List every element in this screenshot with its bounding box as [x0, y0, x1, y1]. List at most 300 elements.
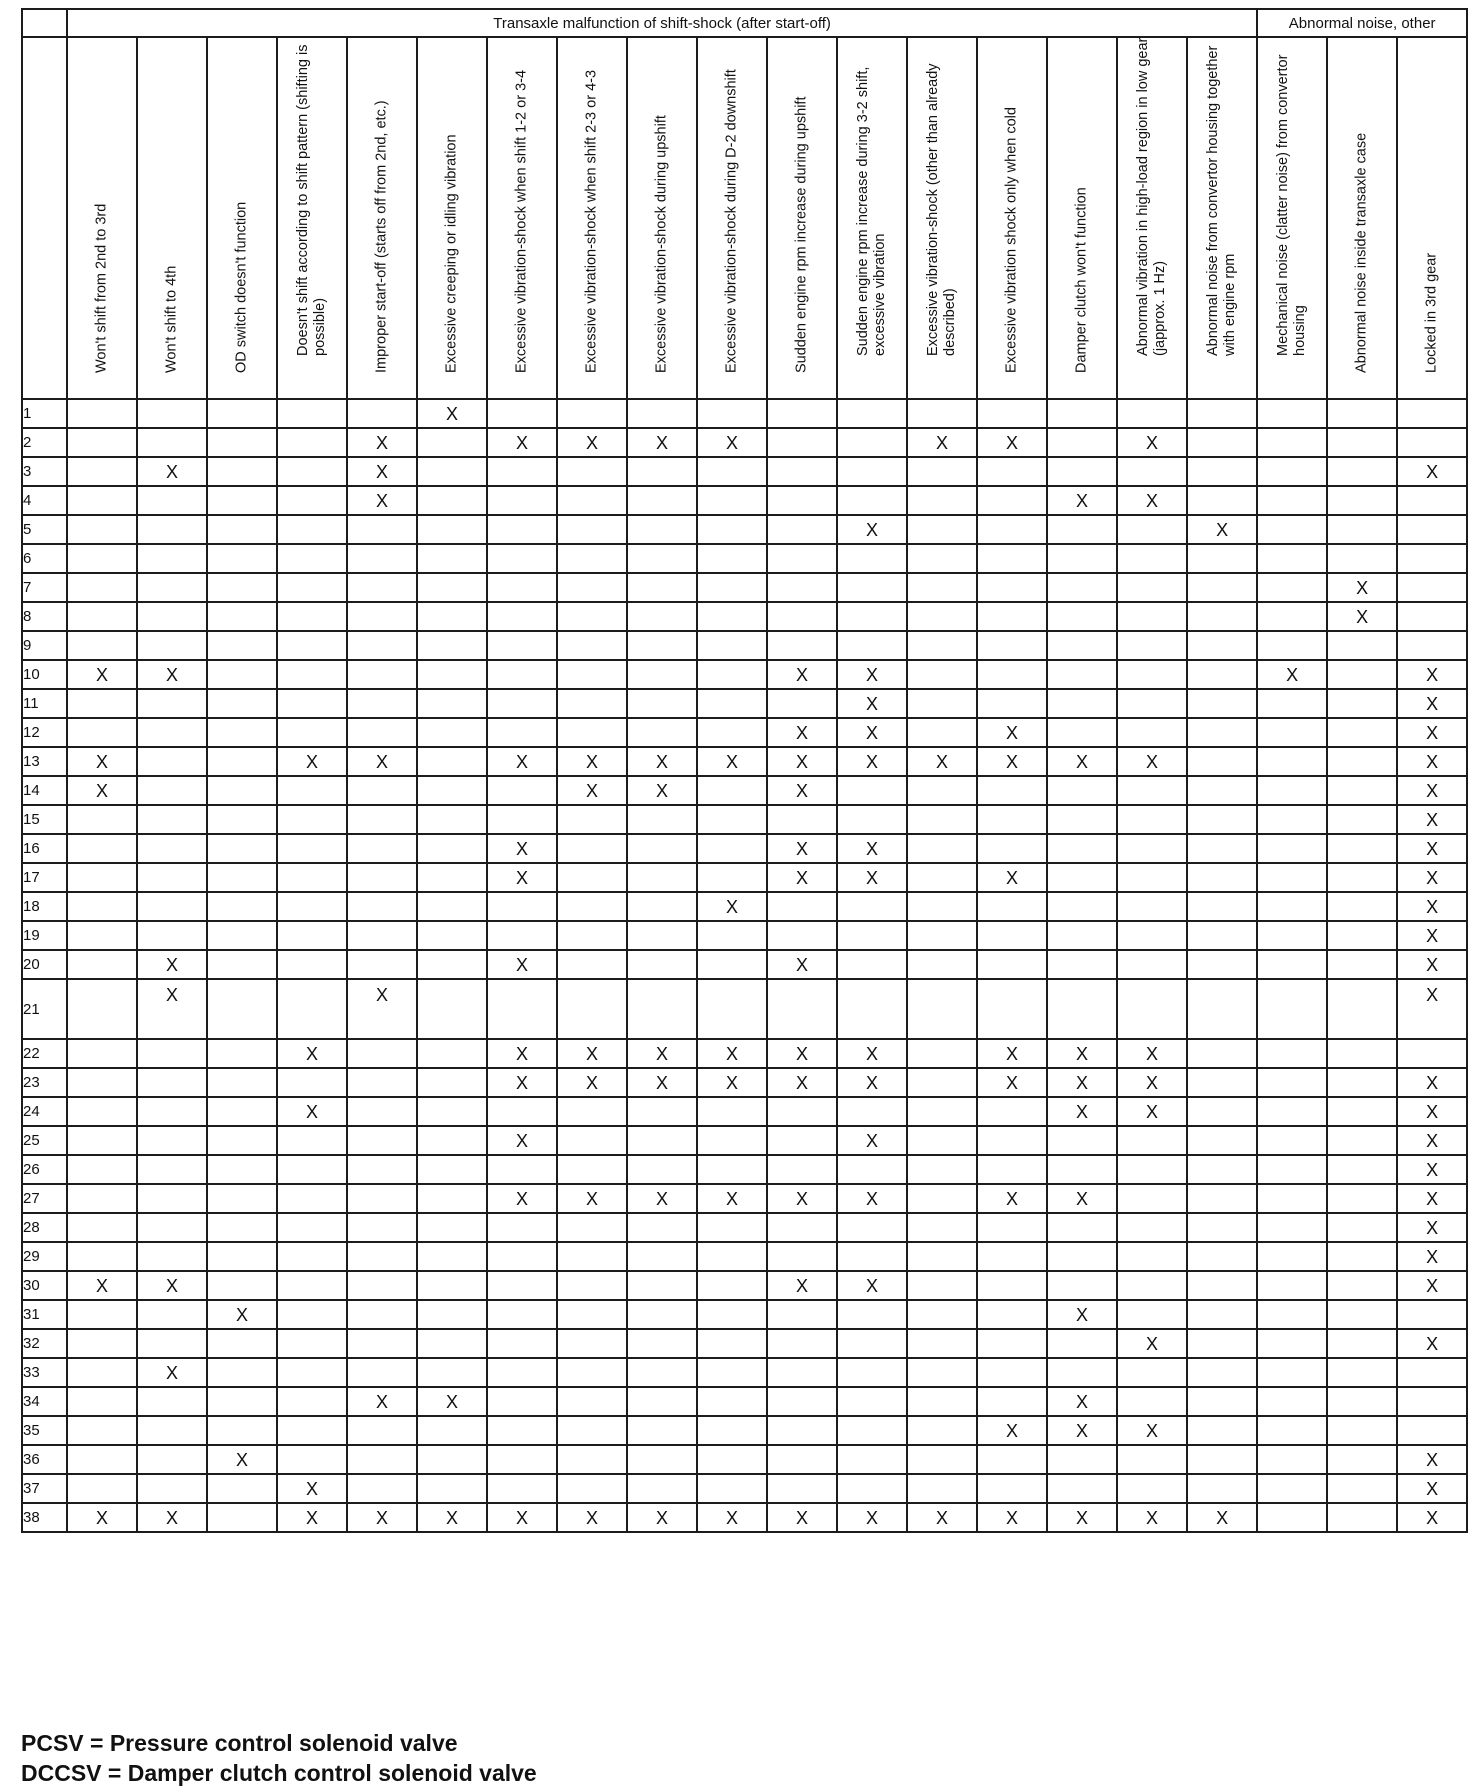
group-header-transaxle: Transaxle malfunction of shift-shock (after start-off) — [67, 9, 1257, 37]
table-cell — [1257, 1300, 1327, 1329]
table-cell — [1187, 921, 1257, 950]
table-cell — [1327, 1271, 1397, 1300]
table-cell — [1187, 863, 1257, 892]
table-cell — [627, 573, 697, 602]
table-cell — [207, 1474, 277, 1503]
row-number: 20 — [22, 950, 67, 979]
table-cell — [67, 1329, 137, 1358]
table-cell — [977, 1358, 1047, 1387]
table-cell — [347, 1097, 417, 1126]
table-cell — [347, 631, 417, 660]
table-cell: X — [207, 1445, 277, 1474]
table-cell: X — [487, 950, 557, 979]
table-cell — [207, 689, 277, 718]
table-cell — [487, 1097, 557, 1126]
column-header — [417, 37, 487, 399]
table-cell — [277, 602, 347, 631]
table-cell — [557, 1358, 627, 1387]
table-cell: X — [347, 428, 417, 457]
column-header — [767, 37, 837, 399]
table-cell — [207, 1213, 277, 1242]
table-cell — [977, 1126, 1047, 1155]
table-cell: X — [977, 863, 1047, 892]
table-cell — [1117, 1155, 1187, 1184]
table-row — [22, 428, 1467, 457]
table-cell — [697, 776, 767, 805]
column-header — [837, 37, 907, 399]
table-cell: X — [767, 834, 837, 863]
table-cell — [907, 631, 977, 660]
table-cell — [907, 921, 977, 950]
table-cell — [837, 631, 907, 660]
column-header-label: Excessive vibration shock only when cold — [1003, 107, 1020, 373]
column-header-label: Damper clutch won't function — [1073, 187, 1090, 373]
table-cell — [417, 631, 487, 660]
table-cell — [627, 1329, 697, 1358]
table-cell — [277, 544, 347, 573]
table-cell — [207, 805, 277, 834]
table-cell — [417, 428, 487, 457]
table-cell: X — [1397, 979, 1467, 1039]
table-cell — [1257, 979, 1327, 1039]
table-cell — [487, 573, 557, 602]
table-cell: X — [487, 1126, 557, 1155]
table-cell — [347, 660, 417, 689]
table-row — [22, 776, 1467, 805]
table-cell — [1117, 718, 1187, 747]
table-cell: X — [837, 834, 907, 863]
table-cell — [557, 921, 627, 950]
table-cell — [977, 950, 1047, 979]
table-cell — [557, 660, 627, 689]
table-cell: X — [1397, 921, 1467, 950]
table-cell — [277, 1068, 347, 1097]
row-number: 6 — [22, 544, 67, 573]
table-cell — [207, 1126, 277, 1155]
table-cell — [417, 1416, 487, 1445]
table-cell — [837, 1242, 907, 1271]
table-cell — [907, 1329, 977, 1358]
table-cell — [907, 399, 977, 428]
table-cell — [487, 1242, 557, 1271]
table-cell — [627, 892, 697, 921]
table-cell: X — [1397, 776, 1467, 805]
table-cell — [1257, 1271, 1327, 1300]
table-cell: X — [627, 1503, 697, 1532]
table-cell — [417, 544, 487, 573]
table-cell — [1327, 979, 1397, 1039]
row-number: 10 — [22, 660, 67, 689]
table-row — [22, 457, 1467, 486]
table-cell — [417, 1358, 487, 1387]
table-cell — [67, 1242, 137, 1271]
table-cell — [1327, 1184, 1397, 1213]
table-cell — [837, 486, 907, 515]
table-cell — [767, 1416, 837, 1445]
table-cell — [1327, 1155, 1397, 1184]
table-cell — [1187, 1213, 1257, 1242]
table-cell — [557, 602, 627, 631]
table-cell — [627, 1416, 697, 1445]
table-cell — [697, 1416, 767, 1445]
row-number: 19 — [22, 921, 67, 950]
table-cell: X — [1187, 1503, 1257, 1532]
table-cell: X — [767, 1184, 837, 1213]
table-cell — [487, 457, 557, 486]
table-cell: X — [767, 747, 837, 776]
table-cell — [1327, 457, 1397, 486]
table-cell: X — [487, 863, 557, 892]
table-cell — [1117, 660, 1187, 689]
table-cell — [277, 1184, 347, 1213]
table-cell: X — [837, 1039, 907, 1068]
table-row — [22, 805, 1467, 834]
table-cell — [977, 1445, 1047, 1474]
table-cell: X — [487, 834, 557, 863]
table-cell — [1117, 544, 1187, 573]
table-cell — [767, 457, 837, 486]
table-cell: X — [1327, 573, 1397, 602]
table-cell — [277, 950, 347, 979]
table-cell — [1117, 834, 1187, 863]
table-cell: X — [417, 1387, 487, 1416]
table-cell — [1257, 921, 1327, 950]
table-cell — [417, 689, 487, 718]
table-cell — [1257, 457, 1327, 486]
table-cell: X — [487, 428, 557, 457]
table-cell — [627, 399, 697, 428]
column-header — [137, 37, 207, 399]
table-cell — [67, 1474, 137, 1503]
table-row — [22, 573, 1467, 602]
table-cell: X — [1047, 1184, 1117, 1213]
table-cell — [1257, 776, 1327, 805]
table-row — [22, 1155, 1467, 1184]
table-cell — [487, 979, 557, 1039]
table-cell — [1257, 573, 1327, 602]
row-number: 31 — [22, 1300, 67, 1329]
table-cell: X — [1047, 1416, 1117, 1445]
table-cell — [907, 1155, 977, 1184]
table-cell — [837, 428, 907, 457]
table-cell — [697, 602, 767, 631]
table-cell: X — [1117, 1416, 1187, 1445]
row-number: 3 — [22, 457, 67, 486]
table-cell — [137, 428, 207, 457]
table-cell: X — [487, 1184, 557, 1213]
table-cell — [347, 1126, 417, 1155]
table-cell — [1047, 805, 1117, 834]
table-cell — [977, 631, 1047, 660]
table-cell — [207, 1503, 277, 1532]
table-cell — [627, 1097, 697, 1126]
table-cell — [977, 1387, 1047, 1416]
table-cell — [627, 486, 697, 515]
table-cell — [627, 921, 697, 950]
table-cell — [1187, 1242, 1257, 1271]
table-cell — [1047, 399, 1117, 428]
table-cell — [277, 1300, 347, 1329]
table-cell — [1257, 1184, 1327, 1213]
table-cell: X — [1397, 1213, 1467, 1242]
table-cell — [557, 486, 627, 515]
table-cell — [1327, 1387, 1397, 1416]
table-cell — [697, 1126, 767, 1155]
table-cell — [207, 1271, 277, 1300]
table-cell — [697, 1300, 767, 1329]
table-cell — [277, 921, 347, 950]
table-cell: X — [347, 457, 417, 486]
table-cell — [627, 1474, 697, 1503]
table-cell — [347, 573, 417, 602]
table-cell — [137, 1097, 207, 1126]
table-cell — [347, 1271, 417, 1300]
table-cell — [1187, 1155, 1257, 1184]
table-cell — [67, 1039, 137, 1068]
table-cell — [1047, 631, 1117, 660]
table-cell — [1397, 515, 1467, 544]
table-cell: X — [627, 1039, 697, 1068]
row-number: 38 — [22, 1503, 67, 1532]
table-cell: X — [767, 1271, 837, 1300]
table-cell — [1257, 1097, 1327, 1126]
table-cell — [697, 1271, 767, 1300]
table-cell: X — [697, 747, 767, 776]
row-number: 15 — [22, 805, 67, 834]
table-cell — [1117, 573, 1187, 602]
table-cell — [1047, 1213, 1117, 1242]
table-cell — [1327, 631, 1397, 660]
table-cell — [767, 1358, 837, 1387]
table-cell: X — [1397, 1474, 1467, 1503]
table-cell — [417, 950, 487, 979]
column-header — [207, 37, 277, 399]
table-cell: X — [557, 776, 627, 805]
column-header-label: OD switch doesn't function — [233, 201, 250, 373]
column-header — [697, 37, 767, 399]
table-cell — [277, 486, 347, 515]
table-cell: X — [557, 1039, 627, 1068]
table-cell — [1187, 950, 1257, 979]
table-cell: X — [557, 428, 627, 457]
table-cell — [1327, 1358, 1397, 1387]
table-cell — [837, 1213, 907, 1242]
table-cell: X — [977, 1068, 1047, 1097]
table-row — [22, 1039, 1467, 1068]
table-cell — [837, 1300, 907, 1329]
table-cell — [67, 631, 137, 660]
table-cell — [1187, 457, 1257, 486]
table-cell — [1117, 1445, 1187, 1474]
table-cell — [837, 573, 907, 602]
table-cell — [1327, 1300, 1397, 1329]
table-cell: X — [1047, 1039, 1117, 1068]
table-cell — [347, 1242, 417, 1271]
table-cell — [977, 399, 1047, 428]
table-cell — [1047, 1329, 1117, 1358]
table-cell — [417, 457, 487, 486]
table-cell — [557, 1387, 627, 1416]
table-cell — [1117, 1300, 1187, 1329]
table-cell — [1257, 1213, 1327, 1242]
corner-cell — [22, 9, 67, 37]
table-cell — [767, 689, 837, 718]
table-cell — [557, 1474, 627, 1503]
table-row — [22, 1358, 1467, 1387]
table-cell — [207, 1329, 277, 1358]
table-cell: X — [837, 747, 907, 776]
table-cell — [347, 1213, 417, 1242]
table-cell: X — [837, 515, 907, 544]
table-row — [22, 921, 1467, 950]
table-cell: X — [417, 1503, 487, 1532]
row-number: 32 — [22, 1329, 67, 1358]
table-cell: X — [837, 1271, 907, 1300]
table-cell: X — [837, 718, 907, 747]
table-cell — [627, 1126, 697, 1155]
table-cell — [417, 892, 487, 921]
table-cell: X — [1397, 1445, 1467, 1474]
table-cell — [1047, 1358, 1117, 1387]
table-cell — [207, 747, 277, 776]
table-cell — [977, 892, 1047, 921]
table-row — [22, 1097, 1467, 1126]
table-cell — [1047, 834, 1117, 863]
table-cell — [977, 979, 1047, 1039]
column-header-label: Excessive vibration-shock when shift 1-2 or 3-4 — [513, 69, 530, 373]
table-cell: X — [1047, 486, 1117, 515]
table-cell — [907, 573, 977, 602]
table-cell — [347, 602, 417, 631]
column-header-label: Excessive vibration-shock when shift 2-3 or 4-3 — [583, 69, 600, 373]
table-cell — [1257, 1329, 1327, 1358]
table-cell: X — [1397, 805, 1467, 834]
table-cell — [627, 1300, 697, 1329]
table-cell — [1047, 602, 1117, 631]
table-cell — [487, 892, 557, 921]
table-cell — [697, 1213, 767, 1242]
row-number: 21 — [22, 979, 67, 1039]
table-cell — [417, 486, 487, 515]
table-cell — [557, 863, 627, 892]
table-cell — [837, 457, 907, 486]
table-cell: X — [767, 776, 837, 805]
table-cell — [557, 834, 627, 863]
table-cell — [907, 950, 977, 979]
table-cell — [277, 1271, 347, 1300]
table-cell — [417, 1039, 487, 1068]
table-cell: X — [137, 979, 207, 1039]
table-cell: X — [627, 747, 697, 776]
table-cell — [837, 1329, 907, 1358]
table-cell — [627, 515, 697, 544]
table-cell — [417, 979, 487, 1039]
column-header — [1397, 37, 1467, 399]
table-cell — [277, 399, 347, 428]
table-cell — [1257, 1126, 1327, 1155]
table-cell — [277, 515, 347, 544]
table-row — [22, 1445, 1467, 1474]
table-cell — [1257, 950, 1327, 979]
table-row — [22, 631, 1467, 660]
table-cell: X — [1397, 1329, 1467, 1358]
table-cell: X — [1397, 892, 1467, 921]
table-cell: X — [977, 747, 1047, 776]
column-header-label: Won't shift to 4th — [163, 265, 180, 373]
table-cell — [767, 805, 837, 834]
table-cell — [627, 834, 697, 863]
table-cell — [277, 776, 347, 805]
column-header-label: Excessive vibration-shock during D-2 downshift — [723, 69, 740, 373]
table-cell: X — [1117, 1097, 1187, 1126]
table-cell — [1187, 834, 1257, 863]
table-cell — [1397, 1358, 1467, 1387]
table-cell — [207, 892, 277, 921]
table-cell — [277, 1387, 347, 1416]
table-cell — [1257, 486, 1327, 515]
table-cell — [697, 950, 767, 979]
table-cell — [977, 834, 1047, 863]
table-cell — [1187, 805, 1257, 834]
table-cell — [1257, 428, 1327, 457]
table-cell — [1397, 1039, 1467, 1068]
table-cell — [137, 573, 207, 602]
table-cell — [557, 1213, 627, 1242]
table-cell — [907, 1271, 977, 1300]
table-cell — [1117, 689, 1187, 718]
table-cell: X — [1397, 457, 1467, 486]
table-cell — [417, 1445, 487, 1474]
table-cell: X — [1397, 689, 1467, 718]
table-cell — [1257, 631, 1327, 660]
table-cell — [1327, 689, 1397, 718]
table-cell — [907, 1213, 977, 1242]
table-cell: X — [767, 718, 837, 747]
table-cell — [347, 544, 417, 573]
table-cell — [837, 602, 907, 631]
table-cell — [1327, 776, 1397, 805]
table-cell — [417, 718, 487, 747]
table-cell — [487, 1271, 557, 1300]
row-number: 22 — [22, 1039, 67, 1068]
table-cell — [137, 834, 207, 863]
table-cell — [67, 573, 137, 602]
table-row — [22, 950, 1467, 979]
table-cell — [767, 1474, 837, 1503]
table-cell — [207, 834, 277, 863]
table-cell — [697, 515, 767, 544]
table-cell — [67, 1155, 137, 1184]
column-header-label: Excessive vibration-shock during upshift — [653, 115, 670, 373]
table-cell — [487, 921, 557, 950]
table-cell — [907, 1068, 977, 1097]
table-cell: X — [1397, 1097, 1467, 1126]
table-cell: X — [1047, 1387, 1117, 1416]
table-cell — [907, 1474, 977, 1503]
table-row — [22, 1300, 1467, 1329]
column-header-label: Abnormal noise from convertor housing together with engine rpm — [1205, 45, 1239, 356]
table-cell — [907, 689, 977, 718]
table-cell — [1047, 689, 1117, 718]
table-cell — [837, 950, 907, 979]
table-cell — [1047, 428, 1117, 457]
table-cell — [767, 979, 837, 1039]
table-cell: X — [1397, 950, 1467, 979]
table-cell — [767, 1242, 837, 1271]
table-cell — [67, 805, 137, 834]
table-cell: X — [137, 457, 207, 486]
table-cell — [347, 863, 417, 892]
